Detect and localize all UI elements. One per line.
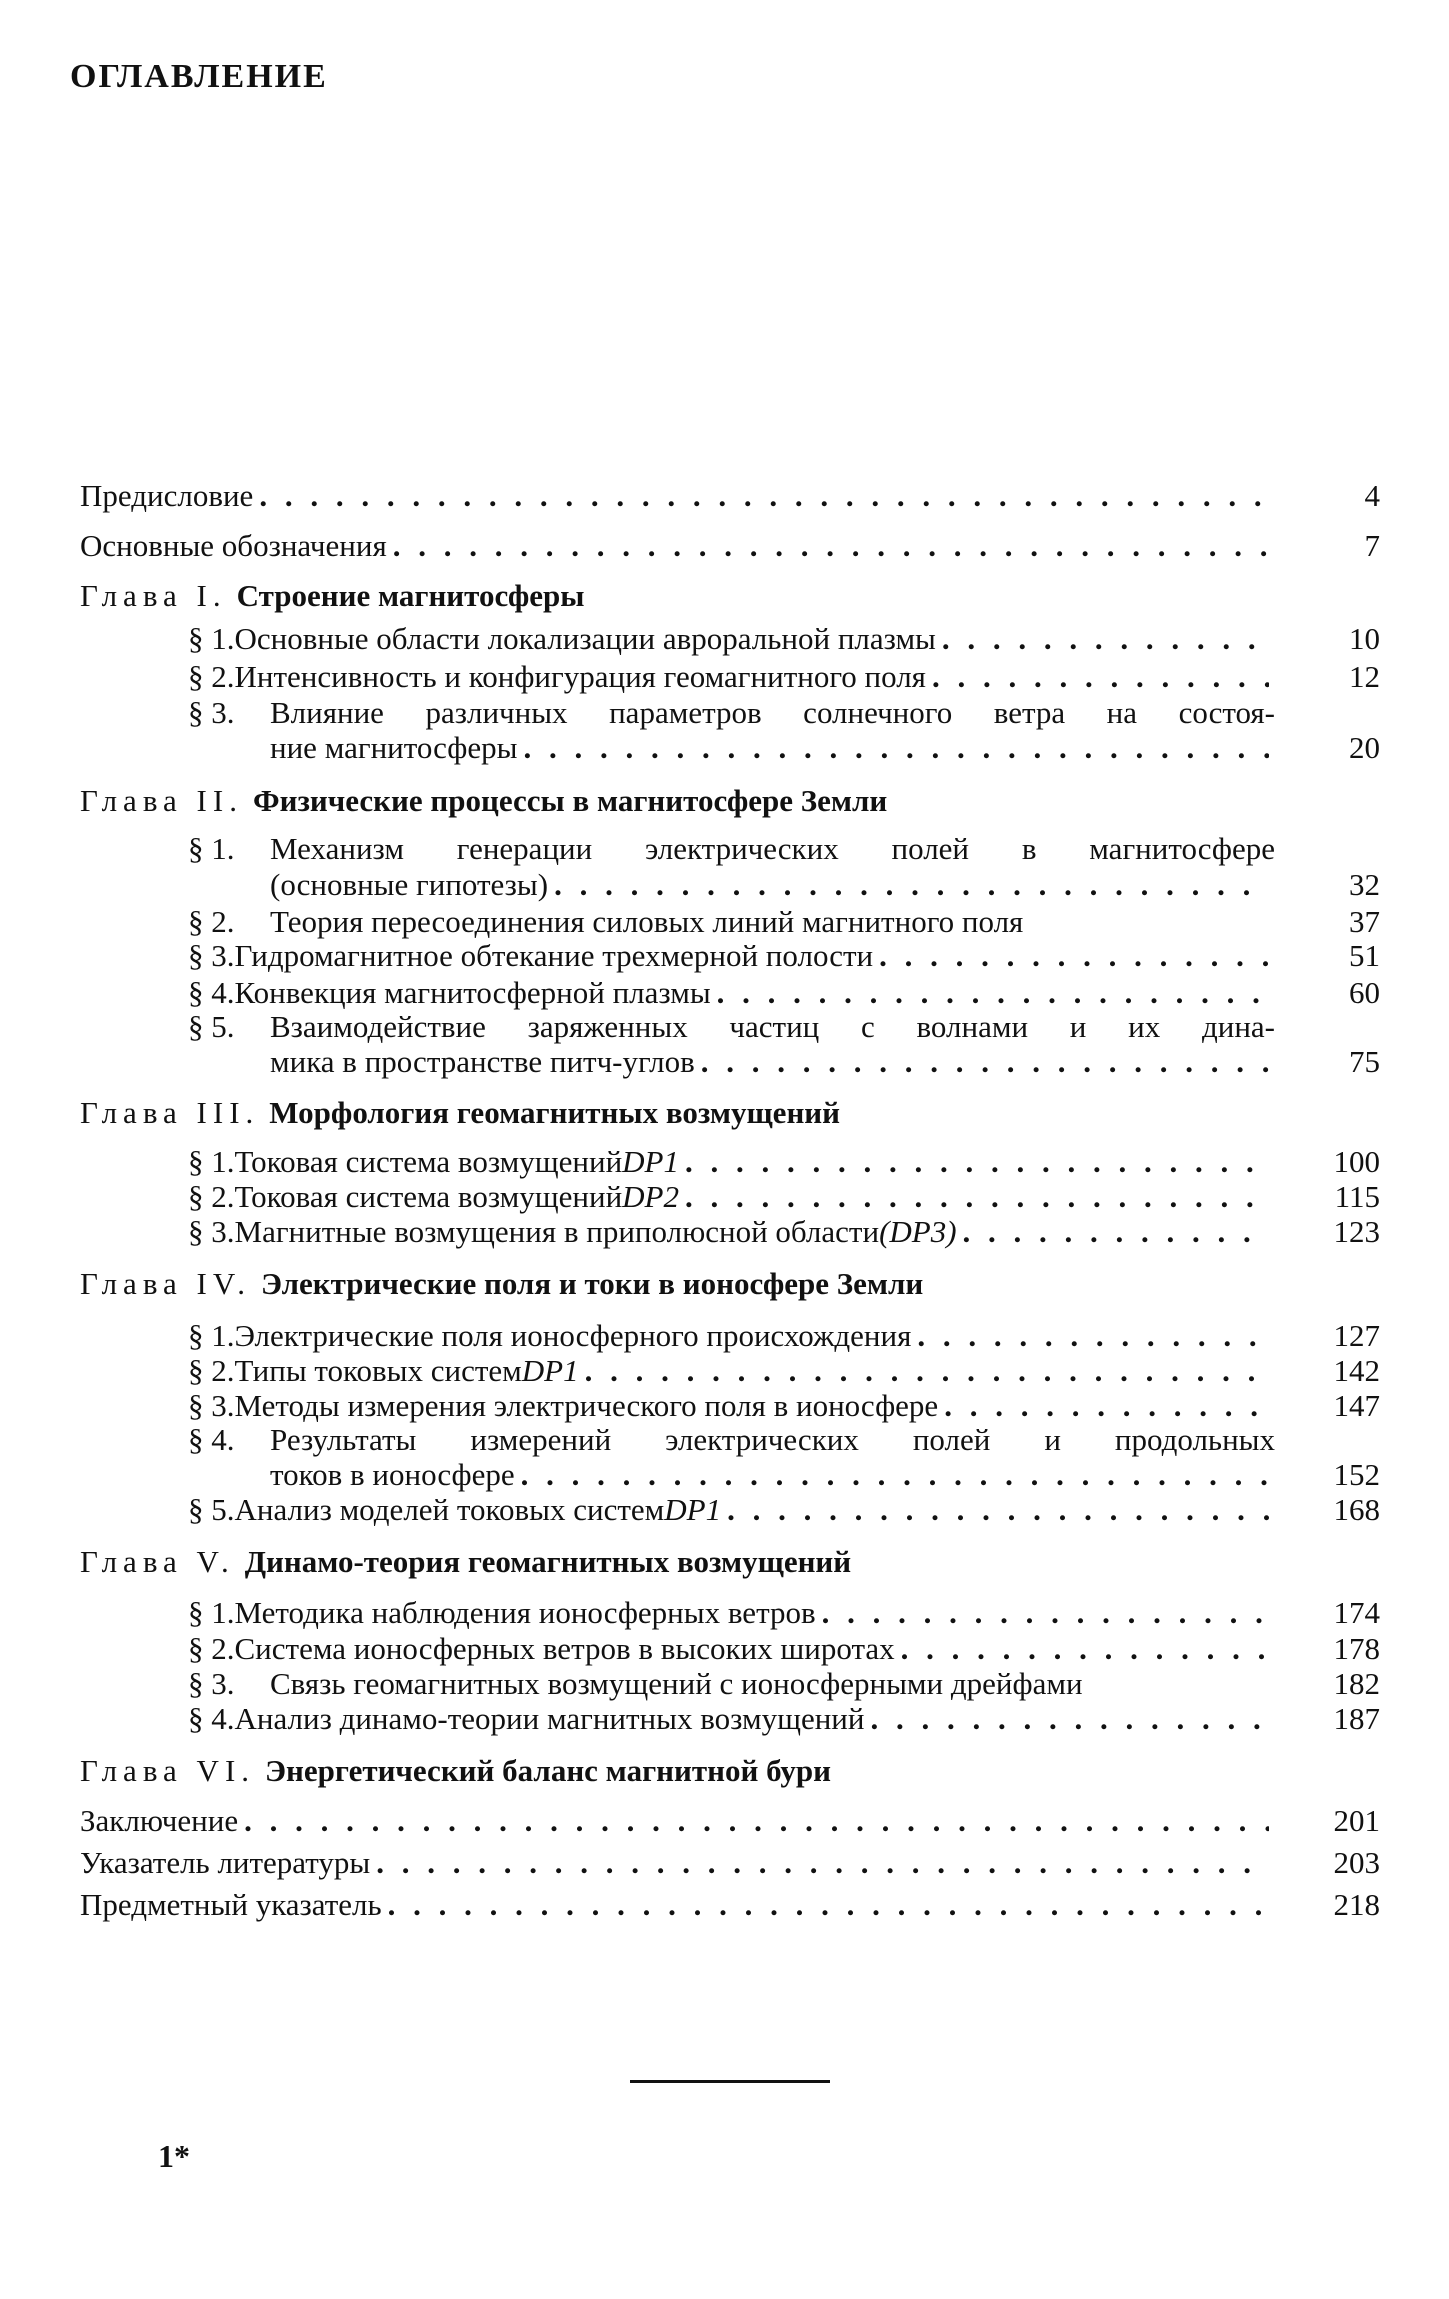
page-number: 187 (1333, 1701, 1380, 1736)
dot-leader (870, 1701, 1269, 1737)
dot-leader (393, 528, 1269, 564)
section-title: Методика наблюдения ионосферных ветров (234, 1595, 816, 1630)
section-entry-line[interactable] (188, 1595, 1275, 1631)
page-number: 178 (1333, 1631, 1380, 1666)
dot-leader (388, 1887, 1269, 1923)
section-title-italic: DP1 (664, 1492, 722, 1527)
section-number: § 3. (188, 938, 235, 973)
section-number: § 3. (188, 1214, 235, 1249)
page-number: 51 (1349, 938, 1380, 973)
section-entry-line[interactable] (188, 938, 1275, 974)
page-number: 10 (1349, 621, 1380, 656)
page-number: 203 (1333, 1845, 1380, 1880)
entry-title: Предисловие (80, 478, 254, 513)
chapter-heading[interactable] (80, 1753, 831, 1789)
section-title-italic: DP1 (622, 1144, 679, 1179)
section-title-italic: DP2 (622, 1179, 679, 1214)
section-title: Конвекция магнитосферной плазмы (234, 975, 711, 1010)
section-entry-line[interactable] (270, 1457, 1275, 1493)
section-number: § 2. (188, 904, 235, 939)
chapter-title: Физические процессы в магнитосфере Земли (252, 783, 888, 818)
dot-leader (376, 1845, 1269, 1881)
section-entry-line[interactable] (188, 904, 1275, 940)
section-title: Электрические поля ионосферного происхождения (234, 1318, 912, 1353)
chapter-title: Динамо-теория геомагнитных возмущений (244, 1544, 852, 1579)
front-matter-entry[interactable] (80, 478, 1275, 514)
section-title: Гидромагнитное обтекание трехмерной полости (234, 938, 874, 973)
dot-leader (701, 1044, 1269, 1080)
dot-leader (554, 867, 1269, 903)
page-number: 75 (1349, 1044, 1380, 1079)
section-entry-line[interactable] (188, 695, 1275, 731)
section-entry-line[interactable] (188, 1214, 1275, 1250)
section-title: Результаты измерений электрических полей и продольных (270, 1422, 1275, 1457)
section-title: Механизм генерации электрических полей в магнитосфере (270, 831, 1275, 866)
chapter-label: Глава I. (80, 578, 227, 613)
dot-leader (727, 1492, 1269, 1528)
section-title: Интенсивность и конфигурация геомагнитного поля (234, 659, 926, 694)
page-number: 37 (1349, 904, 1380, 939)
section-title: Типы токовых систем (234, 1353, 522, 1388)
page-number: 12 (1349, 659, 1380, 694)
section-entry-line[interactable] (188, 1701, 1275, 1737)
chapter-heading[interactable] (80, 1544, 851, 1580)
dot-leader (822, 1595, 1269, 1631)
page-number: 168 (1333, 1492, 1380, 1527)
page-number: 32 (1349, 867, 1380, 902)
chapter-heading[interactable] (80, 578, 584, 614)
section-number: § 5. (188, 1492, 235, 1527)
page-number: 142 (1333, 1353, 1380, 1388)
section-entry-line[interactable] (270, 867, 1275, 903)
dot-leader (917, 1318, 1269, 1354)
section-number: § 1. (188, 621, 235, 656)
section-title: Анализ динамо-теории магнитных возмущений (234, 1701, 865, 1736)
section-title-italic: (DP3) (879, 1214, 957, 1249)
section-title: мика в пространстве питч-углов (270, 1044, 695, 1079)
section-number: § 2. (188, 1631, 235, 1666)
section-entry-line[interactable] (270, 1044, 1275, 1080)
page-number: 115 (1334, 1179, 1380, 1214)
chapter-title: Морфология геомагнитных возмущений (269, 1095, 841, 1130)
section-number: § 3. (188, 695, 235, 730)
dot-leader (259, 478, 1269, 514)
section-number: § 2. (188, 659, 235, 694)
page-number: 218 (1333, 1887, 1380, 1922)
chapter-title: Строение магнитосферы (236, 578, 585, 613)
page-number: 123 (1333, 1214, 1380, 1249)
section-entry-line[interactable] (188, 621, 1275, 657)
section-title: Токовая система возмущений (234, 1144, 623, 1179)
printer-signature-mark: 1* (158, 2138, 190, 2174)
section-entry-line[interactable] (188, 1388, 1275, 1424)
page-number: 182 (1333, 1666, 1380, 1701)
section-title: Магнитные возмущения в приполюсной области (234, 1214, 880, 1249)
section-entry-line[interactable] (188, 1353, 1275, 1389)
page-number: 127 (1333, 1318, 1380, 1353)
section-number: § 2. (188, 1353, 235, 1388)
page-number: 20 (1349, 730, 1380, 765)
entry-title: Указатель литературы (80, 1845, 371, 1880)
entry-title: Предметный указатель (80, 1887, 382, 1922)
section-number: § 1. (188, 1595, 235, 1630)
section-title: Теория пересоединения силовых линий магнитного поля (270, 904, 1024, 939)
page-number: 7 (1364, 528, 1380, 563)
page-number: 147 (1333, 1388, 1380, 1423)
section-entry-line[interactable] (188, 975, 1275, 1011)
dot-leader (523, 730, 1269, 766)
dot-leader (717, 975, 1269, 1011)
section-number: § 2. (188, 1179, 235, 1214)
section-entry-line[interactable] (188, 1666, 1275, 1702)
chapter-heading[interactable] (80, 783, 887, 819)
back-matter-entry[interactable] (80, 1845, 1275, 1881)
chapter-label: Глава III. (80, 1095, 260, 1130)
section-entry-line[interactable] (188, 1179, 1275, 1215)
chapter-heading[interactable] (80, 1266, 923, 1302)
section-title: Связь геомагнитных возмущений с ионосферными дрейфами (270, 1666, 1083, 1701)
section-number: § 4. (188, 1422, 235, 1457)
page-number: 152 (1333, 1457, 1380, 1492)
dot-leader (944, 1388, 1269, 1424)
section-entry-line[interactable] (188, 1631, 1275, 1667)
section-title: Анализ моделей токовых систем (234, 1492, 665, 1527)
dot-leader (879, 938, 1269, 974)
section-title: Токовая система возмущений (234, 1179, 623, 1214)
chapter-label: Глава IV. (80, 1266, 252, 1301)
section-entry-line[interactable] (188, 1422, 1275, 1458)
dot-leader (244, 1803, 1269, 1839)
section-title: Основные области локализации авроральной плазмы (234, 621, 936, 656)
back-matter-entry[interactable] (80, 1803, 1275, 1839)
dot-leader (521, 1457, 1269, 1493)
front-matter-entry[interactable] (80, 528, 1275, 564)
section-entry-line[interactable] (188, 1318, 1275, 1354)
entry-title: Основные обозначения (80, 528, 387, 563)
page-number: 60 (1349, 975, 1380, 1010)
section-number: § 3. (188, 1666, 235, 1701)
dot-leader (685, 1179, 1269, 1215)
page-number: 4 (1364, 478, 1380, 513)
divider-rule (630, 2080, 830, 2083)
section-number: § 3. (188, 1388, 235, 1423)
section-entry-line[interactable] (188, 831, 1275, 867)
chapter-label: Глава VI. (80, 1753, 256, 1788)
section-title: Система ионосферных ветров в высоких широтах (234, 1631, 895, 1666)
dot-leader (901, 1631, 1269, 1667)
entry-title: Заключение (80, 1803, 239, 1838)
section-entry-line[interactable] (270, 730, 1275, 766)
section-number: § 1. (188, 1318, 235, 1353)
section-title: ние магнитосферы (270, 730, 518, 765)
section-number: § 1. (188, 1144, 235, 1179)
section-entry-line[interactable] (188, 1492, 1275, 1528)
section-title: Взаимодействие заряженных частиц с волнами и их дина- (270, 1009, 1275, 1044)
section-number: § 4. (188, 975, 235, 1010)
section-title: токов в ионосфере (270, 1457, 515, 1492)
chapter-title: Энергетический баланс магнитной бури (265, 1753, 832, 1788)
page-title: ОГЛАВЛЕНИЕ (70, 58, 328, 95)
dot-leader (585, 1353, 1269, 1389)
section-title-italic: DP1 (521, 1353, 579, 1388)
section-number: § 5. (188, 1009, 235, 1044)
dot-leader (963, 1214, 1269, 1250)
section-entry-line[interactable] (188, 1144, 1275, 1180)
page-number: 201 (1333, 1803, 1380, 1838)
dot-leader (932, 659, 1269, 695)
page-number: 174 (1333, 1595, 1380, 1630)
dot-leader (685, 1144, 1269, 1180)
section-entry-line[interactable] (188, 1009, 1275, 1045)
section-title: Влияние различных параметров солнечного ветра на состоя- (270, 695, 1275, 730)
section-title: (основные гипотезы) (270, 867, 549, 902)
chapter-heading[interactable] (80, 1095, 840, 1131)
section-entry-line[interactable] (188, 659, 1275, 695)
back-matter-entry[interactable] (80, 1887, 1275, 1923)
section-title: Методы измерения электрического поля в ионосфере (234, 1388, 939, 1423)
chapter-title: Электрические поля и токи в ионосфере Земли (261, 1266, 924, 1301)
dot-leader (942, 621, 1269, 657)
page-number: 100 (1333, 1144, 1380, 1179)
section-number: § 4. (188, 1701, 235, 1736)
chapter-label: Глава II. (80, 783, 243, 818)
chapter-label: Глава V. (80, 1544, 235, 1579)
section-number: § 1. (188, 831, 235, 866)
